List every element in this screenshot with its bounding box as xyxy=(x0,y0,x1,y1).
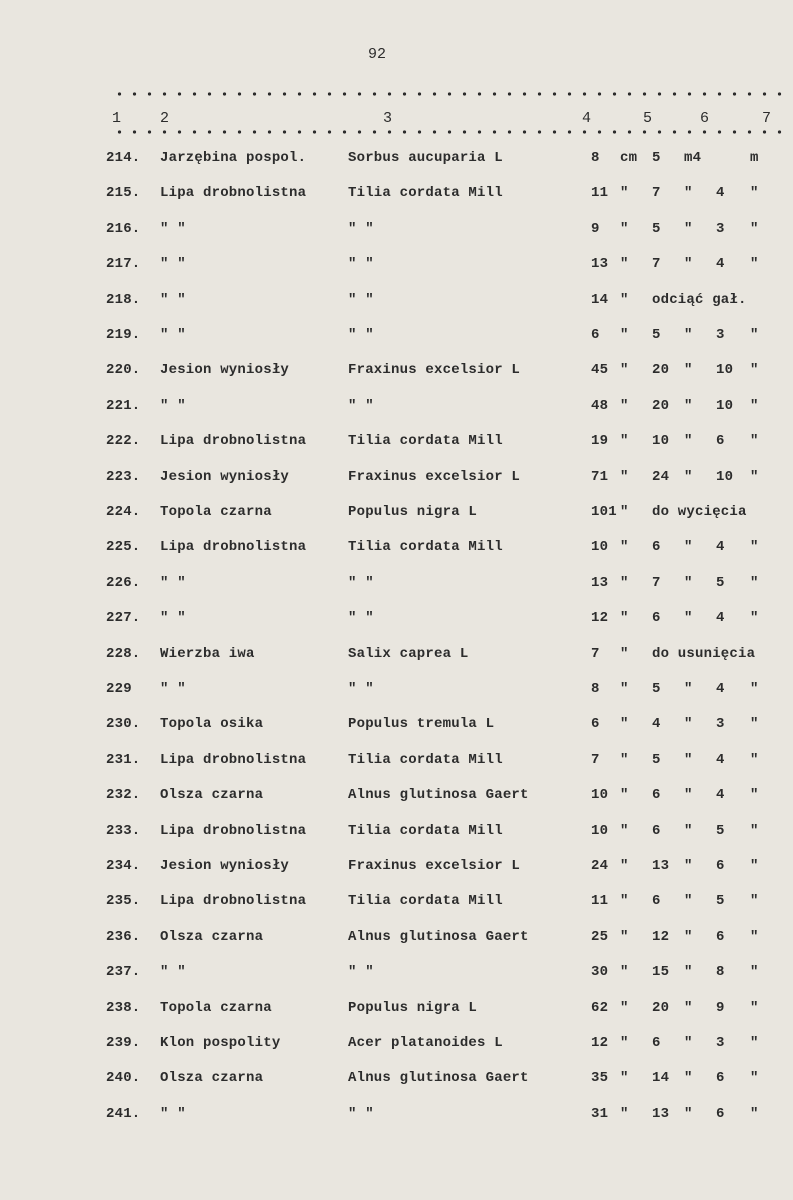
height-unit: " xyxy=(684,999,693,1016)
crown-unit: " xyxy=(750,362,759,379)
diameter: 10 xyxy=(591,787,609,804)
remark: do usunięcia xyxy=(652,645,756,662)
height: 6 xyxy=(652,1035,661,1051)
table-row xyxy=(0,292,793,314)
table-row xyxy=(0,256,793,278)
latin-name: Alnus glutinosa Gaert xyxy=(348,787,529,804)
crown: 3 xyxy=(716,327,725,343)
crown-unit: " xyxy=(750,822,759,839)
diameter-unit: " xyxy=(620,751,629,768)
diameter: 6 xyxy=(591,716,600,733)
diameter-unit: " xyxy=(620,716,629,733)
diameter-unit: " xyxy=(620,185,629,202)
diameter-unit: " xyxy=(620,645,629,662)
table-row xyxy=(0,752,793,774)
latin-name: " " xyxy=(348,681,374,697)
diameter: 12 xyxy=(591,610,609,627)
polish-name: " " xyxy=(160,291,186,308)
height-unit: " xyxy=(684,327,693,343)
row-number: 214. xyxy=(106,150,141,166)
table-row xyxy=(0,504,793,526)
latin-name: " " xyxy=(348,220,374,237)
height: 6 xyxy=(652,610,661,627)
diameter-unit: " xyxy=(620,1035,629,1051)
row-number: 236. xyxy=(106,928,141,945)
latin-name: " " xyxy=(348,327,374,343)
row-number: 239. xyxy=(106,1035,141,1051)
latin-name: " " xyxy=(348,964,374,981)
height: 6 xyxy=(652,893,661,910)
table-row xyxy=(0,362,793,384)
height-unit: " xyxy=(684,574,693,591)
height: 6 xyxy=(652,787,661,804)
diameter-unit: " xyxy=(620,1105,629,1122)
latin-name: " " xyxy=(348,291,374,308)
diameter-unit: " xyxy=(620,858,629,874)
row-number: 233. xyxy=(106,822,141,839)
diameter: 12 xyxy=(591,1035,609,1051)
table-row xyxy=(0,716,793,738)
row-number: 226. xyxy=(106,574,141,591)
latin-name: " " xyxy=(348,1105,374,1122)
diameter: 9 xyxy=(591,220,600,237)
height: 20 xyxy=(652,999,670,1016)
diameter: 8 xyxy=(591,150,600,166)
diameter-unit: " xyxy=(620,433,629,450)
crown: 6 xyxy=(716,1070,725,1087)
polish-name: Lipa drobnolistna xyxy=(160,822,307,839)
height: 5 xyxy=(652,681,661,697)
height-unit: " xyxy=(684,468,693,485)
diameter-unit: " xyxy=(620,574,629,591)
crown: 5 xyxy=(716,893,725,910)
row-number: 231. xyxy=(106,751,141,768)
latin-name: Tilia cordata Mill xyxy=(348,433,503,450)
latin-name: Tilia cordata Mill xyxy=(348,185,503,202)
table-row xyxy=(0,1106,793,1128)
polish-name: Olsza czarna xyxy=(160,928,264,945)
diameter: 19 xyxy=(591,433,609,450)
crown-unit: " xyxy=(750,397,759,414)
crown: 6 xyxy=(716,1105,725,1122)
polish-name: " " xyxy=(160,610,186,627)
polish-name: " " xyxy=(160,964,186,981)
row-number: 220. xyxy=(106,362,141,379)
crown-unit: " xyxy=(750,256,759,273)
table-row xyxy=(0,929,793,951)
table-row xyxy=(0,1000,793,1022)
height: 5 xyxy=(652,327,661,343)
diameter: 11 xyxy=(591,185,609,202)
diameter-unit: " xyxy=(620,610,629,627)
crown: 8 xyxy=(716,964,725,981)
latin-name: Salix caprea L xyxy=(348,645,469,662)
diameter-unit: " xyxy=(620,327,629,343)
polish-name: Jesion wyniosły xyxy=(160,362,290,379)
height: 6 xyxy=(652,822,661,839)
diameter: 13 xyxy=(591,256,609,273)
height: 5 xyxy=(652,220,661,237)
height-unit: " xyxy=(684,1035,693,1051)
polish-name: Lipa drobnolistna xyxy=(160,433,307,450)
crown: 4 xyxy=(716,787,725,804)
polish-name: Lipa drobnolistna xyxy=(160,539,307,556)
diameter: 8 xyxy=(591,681,600,697)
crown-unit: " xyxy=(750,964,759,981)
diameter: 7 xyxy=(591,751,600,768)
crown-unit: " xyxy=(750,574,759,591)
latin-name: Acer platanoides L xyxy=(348,1035,503,1051)
crown: 5 xyxy=(716,574,725,591)
table-row xyxy=(0,787,793,809)
crown-unit: " xyxy=(750,716,759,733)
polish-name: Klon pospolity xyxy=(160,1035,281,1051)
crown-unit: " xyxy=(750,327,759,343)
polish-name: Wierzba iwa xyxy=(160,645,255,662)
dotted-rule-top xyxy=(112,92,782,96)
latin-name: Alnus glutinosa Gaert xyxy=(348,928,529,945)
diameter: 6 xyxy=(591,327,600,343)
diameter-unit: " xyxy=(620,362,629,379)
table-row xyxy=(0,185,793,207)
diameter: 14 xyxy=(591,291,609,308)
diameter: 62 xyxy=(591,999,609,1016)
diameter-unit: " xyxy=(620,539,629,556)
row-number: 224. xyxy=(106,504,141,520)
latin-name: Fraxinus excelsior L xyxy=(348,362,521,379)
crown-unit: " xyxy=(750,1035,759,1051)
row-number: 241. xyxy=(106,1105,141,1122)
polish-name: Topola czarna xyxy=(160,504,272,520)
table-row xyxy=(0,1035,793,1057)
height: 7 xyxy=(652,574,661,591)
polish-name: " " xyxy=(160,574,186,591)
diameter-unit: " xyxy=(620,681,629,697)
row-number: 234. xyxy=(106,858,141,874)
polish-name: Jesion wyniosły xyxy=(160,858,290,874)
polish-name: " " xyxy=(160,256,186,273)
row-number: 225. xyxy=(106,539,141,556)
latin-name: Tilia cordata Mill xyxy=(348,822,503,839)
diameter: 25 xyxy=(591,928,609,945)
table-row xyxy=(0,858,793,880)
diameter-unit: cm xyxy=(620,150,638,166)
polish-name: " " xyxy=(160,681,186,697)
diameter-unit: " xyxy=(620,468,629,485)
diameter-unit: " xyxy=(620,928,629,945)
row-number: 222. xyxy=(106,433,141,450)
latin-name: " " xyxy=(348,397,374,414)
polish-name: Topola czarna xyxy=(160,999,272,1016)
crown: 5 xyxy=(716,822,725,839)
row-number: 227. xyxy=(106,610,141,627)
height: 5 xyxy=(652,150,661,166)
dotted-rule-header xyxy=(112,130,782,134)
table-row xyxy=(0,646,793,668)
height-unit: " xyxy=(684,539,693,556)
row-number: 218. xyxy=(106,291,141,308)
column-number-2: 2 xyxy=(160,110,170,127)
row-number: 221. xyxy=(106,397,141,414)
column-number-4: 4 xyxy=(582,110,592,127)
latin-name: Fraxinus excelsior L xyxy=(348,858,521,874)
diameter-unit: " xyxy=(620,397,629,414)
height: 6 xyxy=(652,539,661,556)
diameter: 48 xyxy=(591,397,609,414)
polish-name: Topola osika xyxy=(160,716,264,733)
diameter-unit: " xyxy=(620,822,629,839)
diameter: 31 xyxy=(591,1105,609,1122)
diameter: 24 xyxy=(591,858,609,874)
height: 13 xyxy=(652,858,670,874)
diameter: 35 xyxy=(591,1070,609,1087)
height-unit: " xyxy=(684,256,693,273)
latin-name: Tilia cordata Mill xyxy=(348,893,503,910)
crown: 10 xyxy=(716,362,734,379)
height-unit: " xyxy=(684,1070,693,1087)
row-number: 229 xyxy=(106,681,132,697)
height-unit: " xyxy=(684,1105,693,1122)
height-unit: " xyxy=(684,185,693,202)
crown-unit: " xyxy=(750,1070,759,1087)
diameter: 10 xyxy=(591,822,609,839)
crown-unit: " xyxy=(750,433,759,450)
diameter: 30 xyxy=(591,964,609,981)
latin-name: " " xyxy=(348,574,374,591)
column-number-5: 5 xyxy=(643,110,653,127)
table-row xyxy=(0,964,793,986)
crown-unit: " xyxy=(750,751,759,768)
diameter-unit: " xyxy=(620,220,629,237)
diameter-unit: " xyxy=(620,893,629,910)
height: 12 xyxy=(652,928,670,945)
column-number-6: 6 xyxy=(700,110,710,127)
polish-name: " " xyxy=(160,397,186,414)
table-row xyxy=(0,398,793,420)
height-unit: " xyxy=(684,964,693,981)
column-number-3: 3 xyxy=(383,110,393,127)
crown-unit: " xyxy=(750,999,759,1016)
diameter: 10 xyxy=(591,539,609,556)
crown-unit: " xyxy=(750,468,759,485)
table-row xyxy=(0,327,793,349)
diameter: 7 xyxy=(591,645,600,662)
row-number: 215. xyxy=(106,185,141,202)
height-unit: " xyxy=(684,858,693,874)
diameter: 11 xyxy=(591,893,609,910)
height-unit: " xyxy=(684,787,693,804)
diameter-unit: " xyxy=(620,504,629,520)
crown: 6 xyxy=(716,928,725,945)
row-number: 235. xyxy=(106,893,141,910)
table-row xyxy=(0,575,793,597)
crown-unit: " xyxy=(750,220,759,237)
row-number: 237. xyxy=(106,964,141,981)
height-unit: " xyxy=(684,610,693,627)
crown-unit: " xyxy=(750,681,759,697)
polish-name: Jarzębina pospol. xyxy=(160,150,307,166)
crown: 4 xyxy=(716,185,725,202)
crown: 10 xyxy=(716,397,734,414)
crown: 4 xyxy=(716,610,725,627)
height-unit: " xyxy=(684,362,693,379)
table-row xyxy=(0,539,793,561)
height: 10 xyxy=(652,433,670,450)
table-row xyxy=(0,893,793,915)
column-number-7: 7 xyxy=(762,110,772,127)
latin-name: Sorbus aucuparia L xyxy=(348,150,503,166)
crown-unit: " xyxy=(750,928,759,945)
row-number: 228. xyxy=(106,645,141,662)
latin-name: " " xyxy=(348,256,374,273)
crown: 9 xyxy=(716,999,725,1016)
height: 24 xyxy=(652,468,670,485)
height: 15 xyxy=(652,964,670,981)
polish-name: " " xyxy=(160,1105,186,1122)
latin-name: " " xyxy=(348,610,374,627)
page-number: 92 xyxy=(368,46,387,63)
height: 20 xyxy=(652,362,670,379)
crown: 6 xyxy=(716,858,725,874)
table-row xyxy=(0,221,793,243)
diameter: 71 xyxy=(591,468,609,485)
row-number: 223. xyxy=(106,468,141,485)
height: 14 xyxy=(652,1070,670,1087)
polish-name: " " xyxy=(160,220,186,237)
row-number: 238. xyxy=(106,999,141,1016)
row-number: 230. xyxy=(106,716,141,733)
row-number: 217. xyxy=(106,256,141,273)
row-number: 232. xyxy=(106,787,141,804)
height-unit: " xyxy=(684,681,693,697)
diameter-unit: " xyxy=(620,291,629,308)
table-row xyxy=(0,610,793,632)
crown-unit: " xyxy=(750,185,759,202)
crown: 10 xyxy=(716,468,734,485)
crown-unit: " xyxy=(750,1105,759,1122)
crown: 4 xyxy=(716,751,725,768)
height: 7 xyxy=(652,185,661,202)
crown: 4 xyxy=(716,539,725,556)
latin-name: Alnus glutinosa Gaert xyxy=(348,1070,529,1087)
latin-name: Populus tremula L xyxy=(348,716,495,733)
diameter-unit: " xyxy=(620,999,629,1016)
crown: 3 xyxy=(716,220,725,237)
polish-name: Olsza czarna xyxy=(160,1070,264,1087)
height-unit: " xyxy=(684,220,693,237)
diameter-unit: " xyxy=(620,256,629,273)
height: 4 xyxy=(652,716,661,733)
diameter: 101 xyxy=(591,504,617,520)
table-row xyxy=(0,150,793,172)
height-unit: " xyxy=(684,822,693,839)
crown: 4 xyxy=(716,681,725,697)
table-row xyxy=(0,433,793,455)
polish-name: Jesion wyniosły xyxy=(160,468,290,485)
latin-name: Tilia cordata Mill xyxy=(348,539,503,556)
crown-unit: m xyxy=(750,150,759,166)
height-unit: " xyxy=(684,751,693,768)
diameter: 13 xyxy=(591,574,609,591)
latin-name: Tilia cordata Mill xyxy=(348,751,503,768)
diameter-unit: " xyxy=(620,964,629,981)
table-row xyxy=(0,1070,793,1092)
crown: 6 xyxy=(716,433,725,450)
height-unit: " xyxy=(684,893,693,910)
height-unit: m4 xyxy=(684,150,702,166)
diameter-unit: " xyxy=(620,787,629,804)
height-unit: " xyxy=(684,928,693,945)
polish-name: Lipa drobnolistna xyxy=(160,185,307,202)
polish-name: " " xyxy=(160,327,186,343)
polish-name: Olsza czarna xyxy=(160,787,264,804)
crown: 3 xyxy=(716,1035,725,1051)
height: 13 xyxy=(652,1105,670,1122)
polish-name: Lipa drobnolistna xyxy=(160,751,307,768)
diameter: 45 xyxy=(591,362,609,379)
height: 20 xyxy=(652,397,670,414)
crown: 4 xyxy=(716,256,725,273)
table-row xyxy=(0,823,793,845)
height: 7 xyxy=(652,256,661,273)
diameter-unit: " xyxy=(620,1070,629,1087)
column-number-1: 1 xyxy=(112,110,122,127)
latin-name: Populus nigra L xyxy=(348,999,478,1016)
crown: 3 xyxy=(716,716,725,733)
crown-unit: " xyxy=(750,858,759,874)
crown-unit: " xyxy=(750,610,759,627)
crown-unit: " xyxy=(750,893,759,910)
latin-name: Populus nigra L xyxy=(348,504,478,520)
row-number: 216. xyxy=(106,220,141,237)
crown-unit: " xyxy=(750,539,759,556)
table-row xyxy=(0,469,793,491)
row-number: 240. xyxy=(106,1070,141,1087)
row-number: 219. xyxy=(106,327,141,343)
crown-unit: " xyxy=(750,787,759,804)
polish-name: Lipa drobnolistna xyxy=(160,893,307,910)
table-row xyxy=(0,681,793,703)
height-unit: " xyxy=(684,397,693,414)
remark: do wycięcia xyxy=(652,504,747,520)
height-unit: " xyxy=(684,433,693,450)
height: 5 xyxy=(652,751,661,768)
height-unit: " xyxy=(684,716,693,733)
latin-name: Fraxinus excelsior L xyxy=(348,468,521,485)
remark: odciąć gał. xyxy=(652,291,747,308)
